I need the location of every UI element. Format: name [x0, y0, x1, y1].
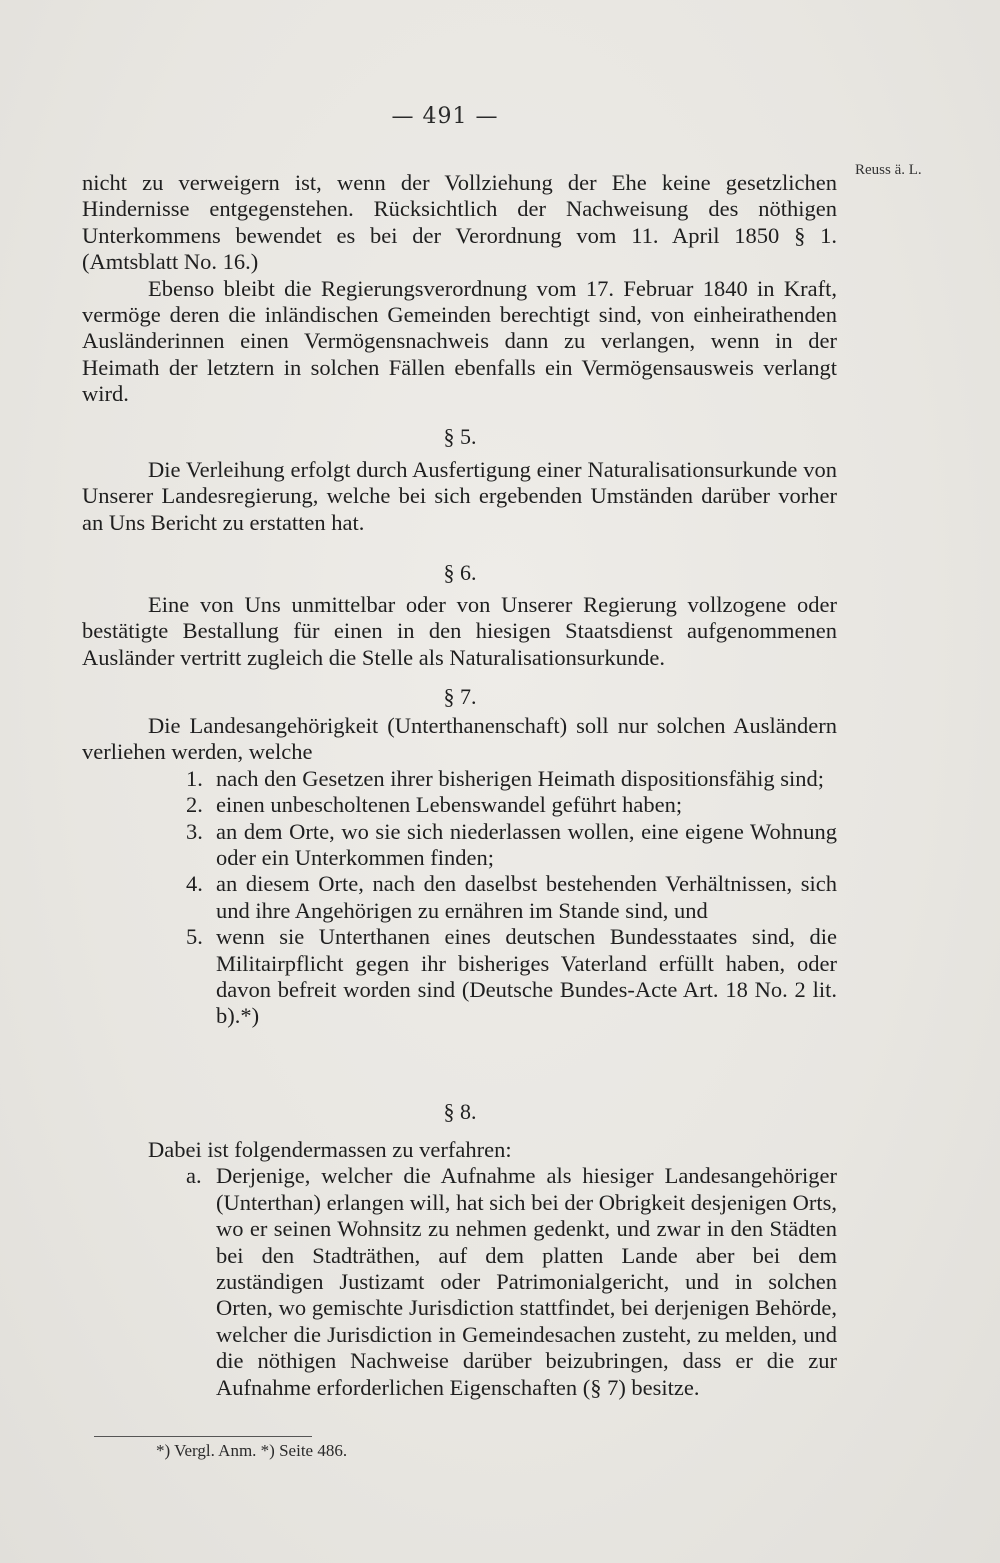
intro-paragraph-2: Ebenso bleibt die Regierungsverordnung vom 17. Februar 1840 in Kraft, vermöge deren die inländischen Gemeinden berechtigt sind, von einheirathenden Ausländerinnen einen Vermögensnachweis dann zu verlangen, wenn in der Heimath der letztern in solchen Fällen ebenfalls ein Vermögensausweis verlangt wird. [82, 275, 837, 407]
section-7-list [82, 766, 837, 1030]
list-item: 2. einen unbescholtenen Lebenswandel geführt haben; [186, 792, 683, 818]
section-5-body [82, 457, 837, 536]
section-6-text: Eine von Uns unmittelbar oder von Unserer Regierung vollzogene oder bestätigte Bestallung für einen in den hiesigen Staatsdienst aufgenommenen Ausländer vertritt zugleich die Stelle als Naturalisationsurkunde. [82, 592, 837, 670]
list-item: 1. nach den Gesetzen ihrer bisherigen Heimath dispositionsfähig sind; [186, 765, 824, 791]
list-item: 4. an diesem Orte, nach den daselbst bestehenden Verhältnissen, sich und ihre Angehörigen zu ernähren im Stande sind, und [186, 871, 837, 923]
page-number: — 491 — [391, 104, 499, 129]
section-5-heading: § 5. [443, 424, 477, 449]
intro-block [82, 170, 837, 408]
section-8-list [82, 1163, 837, 1401]
margin-note: Reuss ä. L. [855, 162, 922, 178]
list-item: 5. wenn sie Unterthanen eines deutschen Bundesstaates sind, die Militairpflicht gegen ihr bisheriges Vaterland erfüllt haben, oder davon befreit worden sind (Deutsche Bundes-Acte Art. 18 No. 2 lit. b).*) [186, 924, 837, 1029]
section-8-heading: § 8. [443, 1099, 477, 1124]
list-item: 3. an dem Orte, wo sie sich niederlassen wollen, eine eigene Wohnung oder ein Unterkommen finden; [186, 818, 837, 871]
section-6-body [82, 592, 837, 671]
section-8-intro: Dabei ist folgendermassen zu verfahren: [148, 1137, 512, 1162]
section-7-heading: § 7. [443, 684, 477, 709]
footnote-divider [94, 1436, 312, 1437]
section-7-intro: Die Landesangehörigkeit (Unterthanenschaft) soll nur solchen Ausländern verliehen werden, welche [82, 713, 837, 765]
section-8-body [82, 1137, 837, 1401]
section-6-heading: § 6. [443, 560, 477, 585]
section-7-body [82, 713, 837, 1030]
section-5-text: Die Verleihung erfolgt durch Ausfertigung einer Naturalisationsurkunde von Unserer Landesregierung, welche bei sich ergebenden Umständen darüber vorher an Uns Bericht zu erstatten hat. [82, 457, 837, 535]
intro-paragraph-1: nicht zu verweigern ist, wenn der Vollziehung der Ehe keine gesetzlichen Hindernisse entgegenstehen. Rücksichtlich der Nachweisung des nöthigen Unterkommens bewendet es bei der Verordnung vom 11. April 1850 § 1. (Amtsblatt No. 16.) [82, 170, 837, 275]
list-item: a. Derjenige, welcher die Aufnahme als hiesiger Landesangehöriger (Unterthan) erlangen will, hat sich bei der Obrigkeit desjenigen Orts, wo er seinen Wohnsitz zu nehmen gedenkt, und zwar in den Städten bei den Stadträthen, auf dem platten Lande aber bei dem zuständigen Justizamt oder Patrimonialgericht, und in solchen Orten, wo gemischte Jurisdiction stattfindet, bei derjenigen Behörde, welcher die Jurisdiction in Gemeindesachen zusteht, zu melden, und die nöthigen Nachweise darüber beizubringen, dass er die zur Aufnahme erforderlichen Eigenschaften (§ 7) besitze. [186, 1163, 837, 1400]
footnote: *) Vergl. Anm. *) Seite 486. [156, 1441, 348, 1460]
